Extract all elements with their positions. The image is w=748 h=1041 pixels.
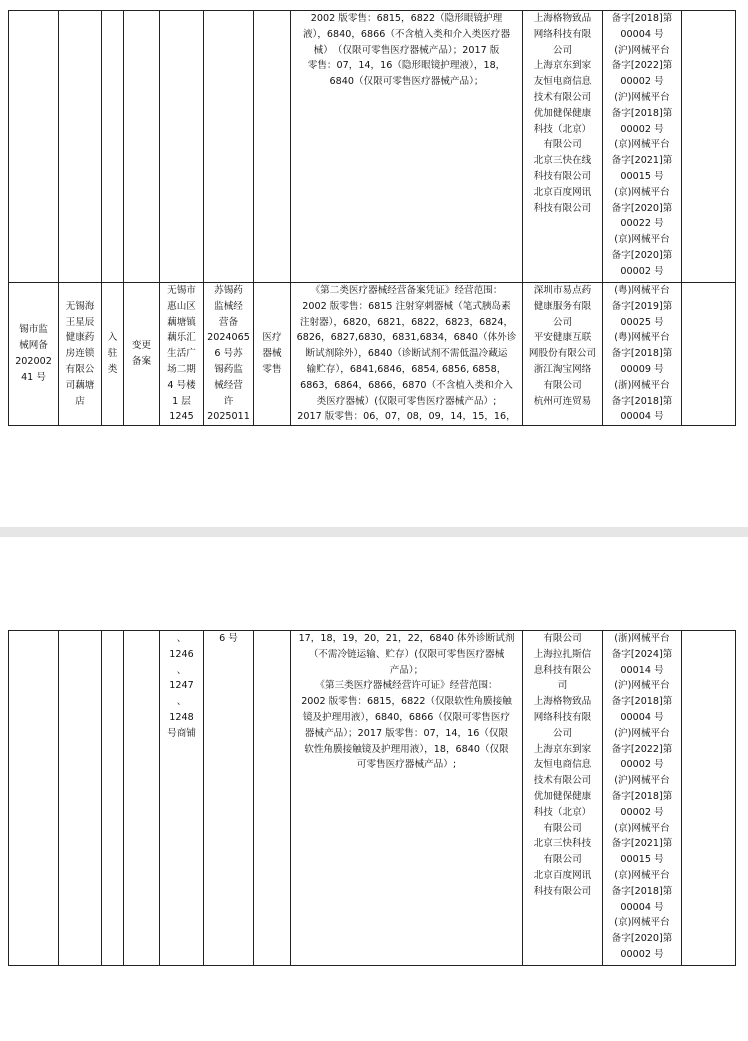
text-line: 技术有限公司	[533, 91, 592, 103]
text-line: 镜及护理用液），6840，6866（仅限可零售医疗	[302, 711, 511, 723]
text-line: 驻	[107, 348, 118, 360]
text-line: 产品）；	[389, 664, 424, 676]
text-line: (京)网械平台	[614, 869, 670, 881]
text-line: 号商铺	[167, 727, 196, 739]
text-line: 备字[2018]第	[611, 13, 673, 24]
platform-cell	[523, 631, 603, 966]
license-cell	[204, 631, 254, 966]
address-cell	[160, 283, 204, 426]
text-line: 变更	[131, 340, 152, 352]
business-scope-cell	[291, 631, 523, 966]
table-row	[9, 11, 736, 283]
text-line: 北京三快在线	[533, 155, 592, 167]
license-cell	[204, 283, 254, 426]
text-line: 上海格物致品	[533, 13, 592, 24]
text-line: 友恒电商信息	[533, 759, 592, 771]
text-line: (浙)网械平台	[614, 379, 670, 391]
filing-number-cell	[9, 11, 59, 283]
text-line: 00002 号	[620, 759, 664, 771]
text-line: 、	[176, 664, 187, 676]
text-line: 备字[2020]第	[611, 202, 673, 214]
text-line: 2002 版零售：6815，6822（仅限软性角膜接触	[301, 696, 512, 708]
type-cell	[102, 283, 124, 426]
text-line: 、	[176, 633, 187, 644]
text-line: 许	[223, 395, 234, 407]
text-line: 6 号苏	[214, 348, 243, 360]
text-line: 00009 号	[620, 363, 664, 375]
text-line: (粤)网械平台	[614, 332, 670, 344]
text-line: 输贮存），6841,6846，6854, 6856, 6858，	[306, 363, 507, 375]
text-line: 器械	[262, 348, 282, 360]
text-line: 2002 版零售：6815，6822（隐形眼镜护理	[310, 13, 503, 24]
text-line: 有限公司	[543, 854, 582, 866]
text-line: 藕塘镇	[167, 316, 196, 328]
text-line: 平安健康互联	[533, 332, 592, 344]
text-line: 网股份有限公司	[528, 348, 597, 360]
address-cell	[160, 631, 204, 966]
text-line: 优加健保健康	[533, 107, 592, 119]
text-line: 苏锡药	[214, 285, 243, 296]
text-line: 优加健保健康	[533, 790, 592, 802]
text-line: 6840（仅限可零售医疗器械产品）；	[329, 76, 484, 88]
text-line: 零售：07，14，16（隐形眼镜护理液），18，	[307, 60, 506, 72]
filing-number-cell	[9, 283, 59, 426]
text-line: 监械经	[214, 300, 243, 312]
filing-table-page-1	[8, 10, 736, 426]
text-line: (沪)网械平台	[614, 91, 670, 103]
remark-cell	[682, 11, 736, 283]
change-cell	[124, 631, 160, 966]
text-line: 00004 号	[620, 411, 664, 423]
text-line: 备字[2018]第	[611, 107, 673, 119]
text-line: 1247	[169, 680, 194, 692]
text-line: 2017 版零售：06，07，08，09，14，15，16，	[297, 411, 516, 423]
text-line: 入	[107, 332, 118, 344]
text-line: 备字[2022]第	[611, 60, 673, 72]
company-cell	[59, 631, 102, 966]
text-line: 00022 号	[620, 218, 664, 230]
text-line: (粤)网械平台	[614, 285, 670, 296]
filing-table-page-2	[8, 630, 736, 966]
text-line: 2025011	[207, 411, 250, 423]
text-line: 2024065	[207, 332, 250, 344]
text-line: 锡药监	[214, 363, 243, 375]
text-line: 有限公司	[543, 139, 582, 151]
text-line: (京)网械平台	[614, 186, 670, 198]
text-line: 00002 号	[620, 948, 664, 960]
text-line: 藕乐汇	[167, 332, 196, 344]
text-line: 注射器），6820，6821，6822，6823，6824，	[299, 316, 514, 328]
text-line: (京)网械平台	[614, 139, 670, 151]
text-line: 上海格物致品	[533, 696, 592, 708]
text-line: 00004 号	[620, 28, 664, 40]
text-line: （不需冷链运输、贮存）(仅限可零售医疗器械	[308, 648, 505, 660]
text-line: 1246	[169, 648, 194, 660]
text-line: 科技（北京）	[533, 123, 592, 135]
text-line: 202002	[15, 356, 52, 368]
text-line: 、	[176, 696, 187, 708]
text-line: 1248	[169, 711, 194, 723]
text-line: 备字[2021]第	[611, 838, 673, 850]
text-line: (沪)网械平台	[614, 44, 670, 56]
text-line: (沪)网械平台	[614, 775, 670, 787]
text-line: 备字[2018]第	[611, 348, 673, 360]
text-line: 无锡市	[167, 285, 196, 296]
platform-record-cell	[603, 11, 682, 283]
text-line: (京)网械平台	[614, 822, 670, 834]
remark-cell	[682, 283, 736, 426]
text-line: 上海拉扎斯信	[533, 648, 592, 660]
text-line: 店	[75, 395, 85, 407]
text-line: 锡市监	[19, 324, 48, 336]
text-line: 有限公司	[543, 379, 582, 391]
text-line: 无锡海	[65, 300, 95, 312]
text-line: 公司	[552, 316, 573, 328]
text-line: (沪)网械平台	[614, 727, 670, 739]
text-line: 有限公司	[543, 633, 582, 644]
business-scope-cell	[291, 283, 523, 426]
text-line: 00014 号	[620, 664, 664, 676]
text-line: 备案	[131, 356, 152, 368]
text-line: 房连锁	[65, 348, 95, 360]
text-line: 断试剂除外），6840（诊断试剂不需低温冷藏运	[305, 348, 508, 360]
text-line: 可零售医疗器械产品）;	[356, 759, 457, 771]
category-cell	[254, 283, 291, 426]
text-line: 深圳市易点药	[533, 285, 592, 296]
text-line: 营备	[218, 316, 239, 328]
text-line: 技术有限公司	[533, 775, 592, 787]
business-scope-cell	[291, 11, 523, 283]
text-line: 备字[2018]第	[611, 395, 673, 407]
text-line: 械） （仅限可零售医疗器械产品）；2017 版	[313, 44, 500, 56]
category-cell	[254, 631, 291, 966]
text-line: 网络科技有限	[533, 711, 592, 723]
text-line: 生活广	[167, 348, 196, 360]
type-cell	[102, 631, 124, 966]
text-line: 备字[2020]第	[611, 249, 673, 261]
text-line: 有限公	[65, 363, 95, 375]
text-line: 备字[2018]第	[611, 885, 673, 897]
text-line: 1 层	[172, 395, 191, 407]
text-line: 司	[557, 680, 568, 692]
change-cell	[124, 283, 160, 426]
text-line: 惠山区	[167, 300, 196, 312]
text-line: 00015 号	[620, 170, 664, 182]
text-line: 械经营	[214, 379, 243, 391]
text-line: 备字[2018]第	[611, 696, 673, 708]
text-line: 司藕塘	[65, 379, 95, 391]
text-line: 2002 版零售：6815 注射穿刺器械（笔式胰岛素	[302, 300, 511, 312]
text-line: 00002 号	[620, 806, 664, 818]
text-line: (京)网械平台	[614, 917, 670, 929]
text-line: 备字[2021]第	[611, 155, 673, 167]
address-cell	[160, 11, 204, 283]
text-line: 器械产品）；2017 版零售：07，14，16（仅限	[304, 727, 509, 739]
text-line: 类	[107, 363, 118, 375]
text-line: (京)网械平台	[614, 234, 670, 246]
category-cell	[254, 11, 291, 283]
platform-cell	[523, 11, 603, 283]
text-line: 公司	[552, 44, 573, 56]
text-line: 公司	[552, 727, 573, 739]
table-row	[9, 631, 736, 966]
text-line: 备字[2020]第	[611, 933, 673, 945]
text-line: 健康服务有限	[533, 300, 592, 312]
text-line: 6826，6827,6830，6831,6834，6840（体外诊	[296, 332, 517, 344]
page-separator	[0, 527, 748, 537]
type-cell	[102, 11, 124, 283]
text-line: 6 号	[219, 633, 238, 644]
text-line: 类医疗器械）(仅限可零售医疗器械产品）;	[316, 395, 497, 407]
filing-number-cell	[9, 631, 59, 966]
text-line: 杭州可连贸易	[533, 395, 592, 407]
text-line: 软性角膜接触镜及护理用液），18，6840（仅限	[304, 743, 509, 755]
text-line: 备字[2018]第	[611, 790, 673, 802]
platform-record-cell	[603, 631, 682, 966]
text-line: 《第三类医疗器械经营许可证》经营范围：	[315, 680, 498, 692]
company-cell	[59, 283, 102, 426]
text-line: 科技有限公司	[533, 202, 592, 214]
text-line: 科技（北京）	[533, 806, 592, 818]
text-line: 41 号	[21, 371, 46, 383]
text-line: 网络科技有限	[533, 28, 592, 40]
text-line: 科技有限公司	[533, 170, 592, 182]
text-line: 医疗	[262, 332, 282, 344]
text-line: 浙江淘宝网络	[533, 363, 592, 375]
change-cell	[124, 11, 160, 283]
text-line: 械网备	[19, 340, 48, 352]
platform-cell	[523, 283, 603, 426]
text-line: 有限公司	[543, 822, 582, 834]
text-line: 6863，6864，6866，6870（不含植入类和介入	[300, 379, 513, 391]
text-line: 友恒电商信息	[533, 76, 592, 88]
text-line: 科技有限公司	[533, 885, 592, 897]
text-line: (沪)网械平台	[614, 680, 670, 692]
text-line: 息科技有限公	[533, 664, 592, 676]
license-cell	[204, 11, 254, 283]
text-line: 上海京东到家	[533, 743, 592, 755]
text-line: (浙)网械平台	[614, 633, 670, 644]
text-line: 备字[2024]第	[611, 648, 673, 660]
text-line: 北京百度网讯	[533, 186, 592, 198]
text-line: 1245	[169, 411, 194, 423]
text-line: 《第二类医疗器械经营备案凭证》经营范围：	[310, 285, 503, 296]
text-line: 00002 号	[620, 123, 664, 135]
table-row	[9, 283, 736, 426]
text-line: 17，18，19，20，21，22，6840 体外诊断试剂	[298, 633, 515, 644]
text-line: 00015 号	[620, 854, 664, 866]
text-line: 健康药	[65, 332, 95, 344]
remark-cell	[682, 631, 736, 966]
text-line: 备字[2022]第	[611, 743, 673, 755]
company-cell	[59, 11, 102, 283]
text-line: 00002 号	[620, 265, 664, 277]
text-line: 00002 号	[620, 76, 664, 88]
text-line: 00004 号	[620, 711, 664, 723]
text-line: 上海京东到家	[533, 60, 592, 72]
text-line: 00025 号	[620, 316, 664, 328]
text-line: 北京百度网讯	[533, 869, 592, 881]
text-line: 备字[2019]第	[611, 300, 673, 312]
text-line: 北京三快科技	[533, 838, 592, 850]
text-line: 00004 号	[620, 901, 664, 913]
text-line: 4 号楼	[167, 379, 196, 391]
text-line: 液），6840，6866（不含植入类和介入类医疗器	[302, 28, 511, 40]
text-line: 零售	[262, 363, 282, 375]
text-line: 王星辰	[65, 316, 95, 328]
platform-record-cell	[603, 283, 682, 426]
text-line: 场二期	[167, 363, 196, 375]
